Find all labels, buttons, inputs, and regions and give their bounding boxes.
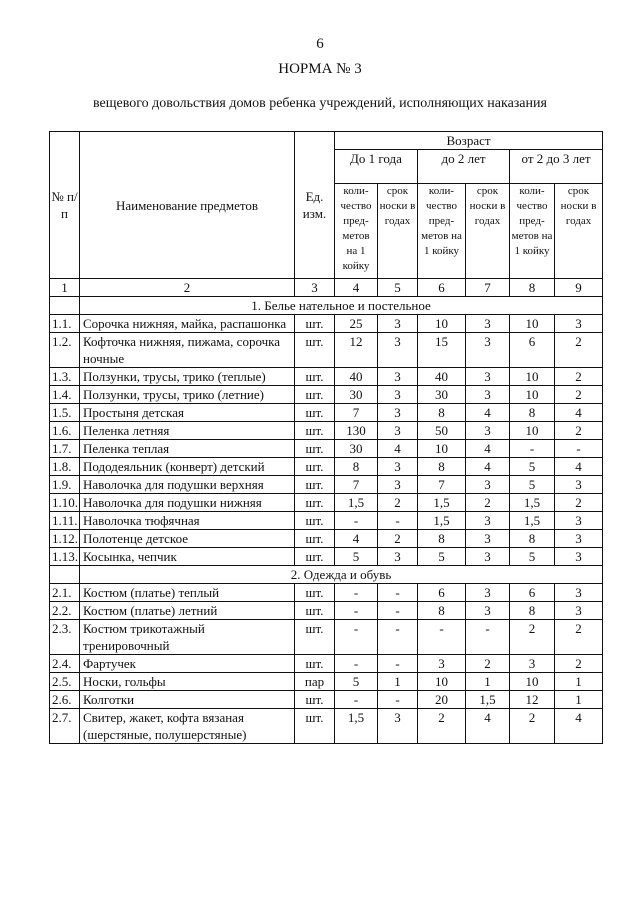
row-number: 1.8. <box>50 458 80 476</box>
col-number: 9 <box>555 279 603 297</box>
unit: шт. <box>295 655 335 673</box>
quantity: 10 <box>510 315 555 333</box>
row-number: 1.3. <box>50 368 80 386</box>
quantity: 50 <box>418 422 466 440</box>
quantity: 1,5 <box>418 494 466 512</box>
item-name: Простыня детская <box>80 404 295 422</box>
col-number: 1 <box>50 279 80 297</box>
row-number: 1.12. <box>50 530 80 548</box>
table-row <box>50 691 603 709</box>
quantity: 8 <box>418 602 466 620</box>
unit: шт. <box>295 709 335 744</box>
table-row <box>50 620 603 655</box>
wear-term: - <box>378 602 418 620</box>
item-name: Ползунки, трусы, трико (теплые) <box>80 368 295 386</box>
quantity: - <box>335 691 378 709</box>
table-row <box>50 386 603 404</box>
page-number: 6 <box>316 36 324 52</box>
wear-term: 4 <box>466 458 510 476</box>
row-number: 1.11. <box>50 512 80 530</box>
item-name: Сорочка нижняя, майка, распашонка <box>80 315 295 333</box>
quantity: 1,5 <box>510 494 555 512</box>
unit: шт. <box>295 530 335 548</box>
wear-term: 3 <box>555 512 603 530</box>
item-name: Фартучек <box>80 655 295 673</box>
quantity: 8 <box>510 530 555 548</box>
wear-term: 3 <box>466 386 510 404</box>
col-number: 6 <box>418 279 466 297</box>
wear-term: 1 <box>555 673 603 691</box>
quantity: 12 <box>335 333 378 368</box>
unit: шт. <box>295 494 335 512</box>
row-number: 1.1. <box>50 315 80 333</box>
wear-term: 2 <box>555 620 603 655</box>
item-name: Костюм трикотажный тренировочный <box>80 620 295 655</box>
quantity: 6 <box>510 333 555 368</box>
unit: шт. <box>295 422 335 440</box>
wear-term: 3 <box>555 602 603 620</box>
wear-term: 3 <box>378 315 418 333</box>
quantity: 5 <box>510 548 555 566</box>
wear-term: 3 <box>466 476 510 494</box>
table-row <box>50 709 603 744</box>
unit: шт. <box>295 386 335 404</box>
unit: шт. <box>295 620 335 655</box>
unit: пар <box>295 673 335 691</box>
wear-term: 3 <box>378 476 418 494</box>
quantity: 3 <box>418 655 466 673</box>
table-row <box>50 602 603 620</box>
quantity: 10 <box>510 673 555 691</box>
unit: шт. <box>295 602 335 620</box>
section-header-row <box>50 297 603 315</box>
quantity: 5 <box>335 548 378 566</box>
table-row <box>50 655 603 673</box>
section-empty-cell <box>50 566 80 584</box>
header-qty: коли-чество пред-метов на 1 койку <box>418 184 466 279</box>
unit: шт. <box>295 315 335 333</box>
quantity: 130 <box>335 422 378 440</box>
quantity: - <box>335 655 378 673</box>
wear-term: 3 <box>555 548 603 566</box>
item-name: Колготки <box>80 691 295 709</box>
section-header-row <box>50 566 603 584</box>
item-name: Костюм (платье) летний <box>80 602 295 620</box>
item-name: Ползунки, трусы, трико (летние) <box>80 386 295 404</box>
unit: шт. <box>295 691 335 709</box>
quantity: 30 <box>418 386 466 404</box>
wear-term: 4 <box>555 404 603 422</box>
quantity: 10 <box>510 386 555 404</box>
quantity: 5 <box>335 673 378 691</box>
quantity: 15 <box>418 333 466 368</box>
table-row <box>50 315 603 333</box>
header-qty: коли-чество пред-метов на 1 койку <box>335 184 378 279</box>
col-number: 7 <box>466 279 510 297</box>
quantity: 6 <box>510 584 555 602</box>
row-number: 1.6. <box>50 422 80 440</box>
header-age-group-3: от 2 до 3 лет <box>510 150 603 184</box>
header-name: Наименование предметов <box>80 132 295 279</box>
wear-term: - <box>378 620 418 655</box>
wear-term: 3 <box>378 548 418 566</box>
wear-term: 2 <box>466 494 510 512</box>
quantity: 8 <box>335 458 378 476</box>
wear-term: 4 <box>378 440 418 458</box>
wear-term: - <box>466 620 510 655</box>
row-number: 1.10. <box>50 494 80 512</box>
wear-term: 2 <box>555 422 603 440</box>
unit: шт. <box>295 458 335 476</box>
wear-term: 3 <box>466 548 510 566</box>
column-numbers-row <box>50 279 603 297</box>
quantity: 8 <box>418 530 466 548</box>
document-title: НОРМА № 3 <box>278 61 362 77</box>
norm-table <box>49 131 603 744</box>
quantity: 1,5 <box>335 709 378 744</box>
unit: шт. <box>295 404 335 422</box>
quantity: 10 <box>418 440 466 458</box>
quantity: 2 <box>510 620 555 655</box>
quantity: - <box>335 512 378 530</box>
quantity: 25 <box>335 315 378 333</box>
wear-term: 3 <box>378 368 418 386</box>
table-row <box>50 404 603 422</box>
row-number: 1.2. <box>50 333 80 368</box>
item-name: Наволочка для подушки верхняя <box>80 476 295 494</box>
col-number: 4 <box>335 279 378 297</box>
wear-term: - <box>378 691 418 709</box>
quantity: 7 <box>335 476 378 494</box>
section-title: 1. Белье нательное и постельное <box>80 297 603 315</box>
row-number: 1.9. <box>50 476 80 494</box>
header-num: № п/п <box>50 132 80 279</box>
quantity: 5 <box>510 476 555 494</box>
wear-term: 2 <box>378 494 418 512</box>
quantity: 20 <box>418 691 466 709</box>
row-number: 2.7. <box>50 709 80 744</box>
wear-term: 1,5 <box>466 691 510 709</box>
quantity: 40 <box>418 368 466 386</box>
quantity: - <box>510 440 555 458</box>
unit: шт. <box>295 584 335 602</box>
wear-term: 1 <box>466 673 510 691</box>
header-qty: коли-чество пред-метов на 1 койку <box>510 184 555 279</box>
wear-term: 3 <box>466 368 510 386</box>
wear-term: 3 <box>466 333 510 368</box>
wear-term: - <box>378 512 418 530</box>
table-row <box>50 584 603 602</box>
table-row <box>50 494 603 512</box>
row-number: 2.3. <box>50 620 80 655</box>
wear-term: 3 <box>466 530 510 548</box>
wear-term: 3 <box>466 602 510 620</box>
item-name: Свитер, жакет, кофта вязаная (шерстяные, полушерстяные) <box>80 709 295 744</box>
wear-term: 2 <box>555 368 603 386</box>
col-number: 8 <box>510 279 555 297</box>
row-number: 2.6. <box>50 691 80 709</box>
wear-term: 1 <box>555 691 603 709</box>
row-number: 2.4. <box>50 655 80 673</box>
document-subtitle: вещевого довольствия домов ребенка учреждений, исполняющих наказания <box>93 96 547 111</box>
wear-term: 3 <box>378 709 418 744</box>
quantity: 1,5 <box>510 512 555 530</box>
header-age-group-2: до 2 лет <box>418 150 510 184</box>
item-name: Пеленка летняя <box>80 422 295 440</box>
section-empty-cell <box>50 297 80 315</box>
wear-term: 3 <box>466 422 510 440</box>
wear-term: 3 <box>555 476 603 494</box>
table-row <box>50 458 603 476</box>
wear-term: 3 <box>378 458 418 476</box>
wear-term: 2 <box>555 494 603 512</box>
wear-term: 4 <box>466 404 510 422</box>
wear-term: 2 <box>555 386 603 404</box>
item-name: Пеленка теплая <box>80 440 295 458</box>
quantity: 8 <box>510 602 555 620</box>
quantity: 3 <box>510 655 555 673</box>
wear-term: 4 <box>466 709 510 744</box>
quantity: 10 <box>510 368 555 386</box>
wear-term: - <box>378 584 418 602</box>
quantity: 5 <box>418 548 466 566</box>
col-number: 3 <box>295 279 335 297</box>
unit: шт. <box>295 368 335 386</box>
unit: шт. <box>295 512 335 530</box>
unit: шт. <box>295 476 335 494</box>
quantity: 2 <box>418 709 466 744</box>
row-number: 2.2. <box>50 602 80 620</box>
wear-term: 4 <box>555 709 603 744</box>
table-row <box>50 548 603 566</box>
quantity: 4 <box>335 530 378 548</box>
wear-term: 3 <box>555 584 603 602</box>
table-row <box>50 333 603 368</box>
quantity: - <box>335 602 378 620</box>
item-name: Наволочка для подушки нижняя <box>80 494 295 512</box>
header-age: Возраст <box>335 132 603 150</box>
quantity: 8 <box>418 458 466 476</box>
wear-term: 2 <box>555 333 603 368</box>
header-unit: Ед. изм. <box>295 132 335 279</box>
header-term: срок носки в годах <box>378 184 418 279</box>
quantity: 30 <box>335 440 378 458</box>
wear-term: 2 <box>555 655 603 673</box>
table-row <box>50 368 603 386</box>
quantity: 10 <box>510 422 555 440</box>
section-title: 2. Одежда и обувь <box>80 566 603 584</box>
quantity: 8 <box>418 404 466 422</box>
row-number: 1.13. <box>50 548 80 566</box>
item-name: Полотенце детское <box>80 530 295 548</box>
col-number: 2 <box>80 279 295 297</box>
quantity: - <box>335 620 378 655</box>
col-number: 5 <box>378 279 418 297</box>
wear-term: 3 <box>378 404 418 422</box>
table-row <box>50 440 603 458</box>
quantity: 1,5 <box>418 512 466 530</box>
wear-term: 2 <box>378 530 418 548</box>
quantity: 1,5 <box>335 494 378 512</box>
quantity: 2 <box>510 709 555 744</box>
wear-term: 3 <box>378 333 418 368</box>
quantity: - <box>418 620 466 655</box>
item-name: Кофточка нижняя, пижама, сорочка ночные <box>80 333 295 368</box>
item-name: Костюм (платье) теплый <box>80 584 295 602</box>
item-name: Носки, гольфы <box>80 673 295 691</box>
table-row <box>50 512 603 530</box>
wear-term: 4 <box>555 458 603 476</box>
quantity: - <box>335 584 378 602</box>
quantity: 6 <box>418 584 466 602</box>
item-name: Косынка, чепчик <box>80 548 295 566</box>
wear-term: - <box>555 440 603 458</box>
table-row <box>50 673 603 691</box>
row-number: 2.5. <box>50 673 80 691</box>
quantity: 12 <box>510 691 555 709</box>
wear-term: 2 <box>466 655 510 673</box>
wear-term: 3 <box>555 530 603 548</box>
row-number: 2.1. <box>50 584 80 602</box>
header-term: срок носки в годах <box>555 184 603 279</box>
table-row <box>50 476 603 494</box>
quantity: 7 <box>418 476 466 494</box>
unit: шт. <box>295 440 335 458</box>
quantity: 7 <box>335 404 378 422</box>
table-row <box>50 422 603 440</box>
wear-term: 3 <box>378 422 418 440</box>
header-age-group-1: До 1 года <box>335 150 418 184</box>
row-number: 1.5. <box>50 404 80 422</box>
item-name: Наволочка тюфячная <box>80 512 295 530</box>
quantity: 30 <box>335 386 378 404</box>
wear-term: 3 <box>466 584 510 602</box>
row-number: 1.7. <box>50 440 80 458</box>
quantity: 10 <box>418 315 466 333</box>
wear-term: 4 <box>466 440 510 458</box>
table-row <box>50 530 603 548</box>
wear-term: 3 <box>466 315 510 333</box>
wear-term: 1 <box>378 673 418 691</box>
header-term: срок носки в годах <box>466 184 510 279</box>
quantity: 5 <box>510 458 555 476</box>
wear-term: - <box>378 655 418 673</box>
quantity: 10 <box>418 673 466 691</box>
wear-term: 3 <box>555 315 603 333</box>
unit: шт. <box>295 548 335 566</box>
quantity: 40 <box>335 368 378 386</box>
row-number: 1.4. <box>50 386 80 404</box>
item-name: Пододеяльник (конверт) детский <box>80 458 295 476</box>
quantity: 8 <box>510 404 555 422</box>
wear-term: 3 <box>466 512 510 530</box>
wear-term: 3 <box>378 386 418 404</box>
unit: шт. <box>295 333 335 368</box>
